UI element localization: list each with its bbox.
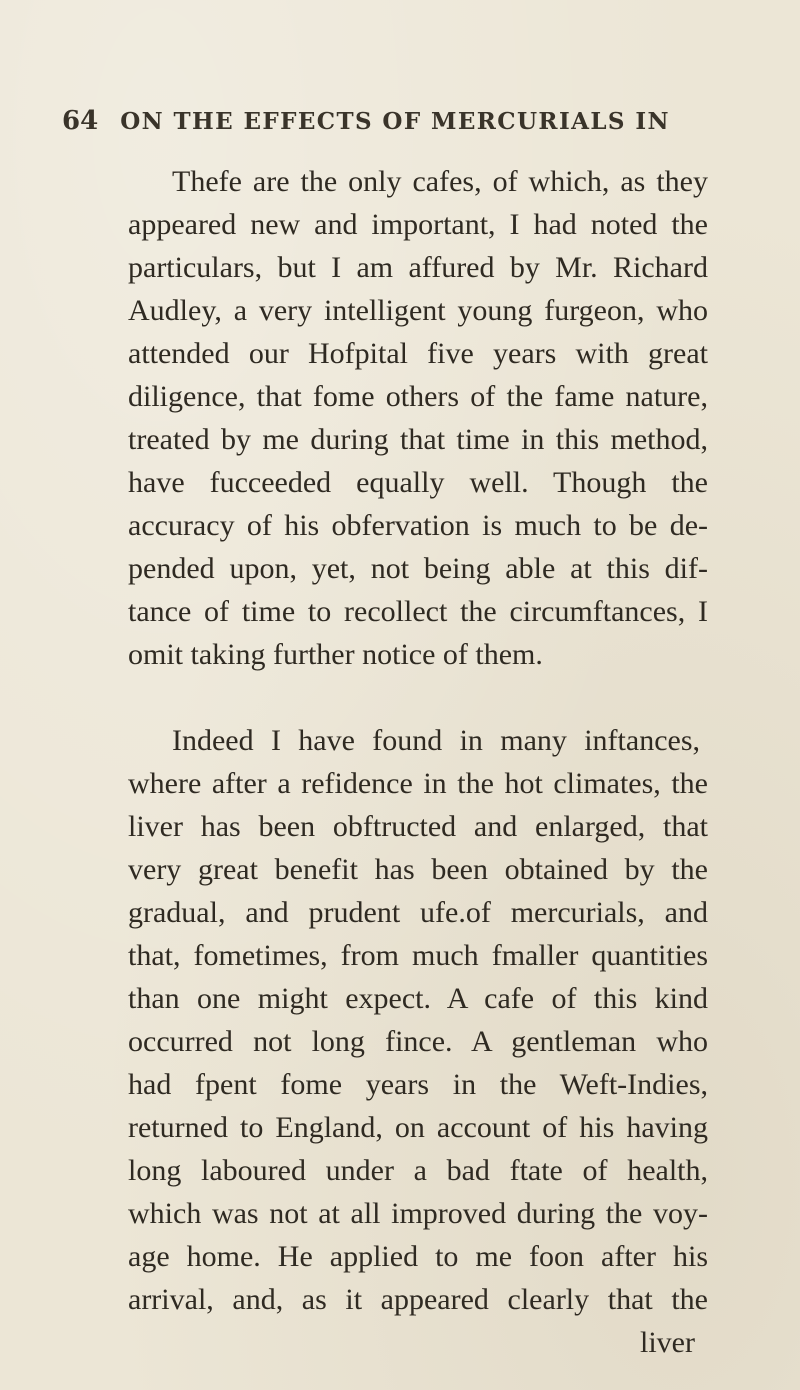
text-line: occurred not long fince. A gentleman who [128, 1025, 708, 1058]
text-line: accuracy of his obfervation is much to be de- [128, 509, 708, 542]
text-line: liver has been obftructed and enlarged, that [128, 810, 708, 843]
text-line: tance of time to recollect the circumftances, I [128, 595, 708, 628]
catchword: liver [640, 1326, 695, 1359]
text-line: Indeed I have found in many inftances, [172, 724, 700, 757]
running-title: ON THE EFFECTS OF MERCURIALS IN [120, 108, 670, 135]
text-line: had fpent fome years in the Weft-Indies, [128, 1068, 708, 1101]
text-line: gradual, and prudent ufe.of mercurials, and [128, 896, 708, 929]
text-line: Audley, a very intelligent young furgeon, who [128, 294, 708, 327]
text-line: returned to England, on account of his having [128, 1111, 708, 1144]
page-number: 64 [62, 106, 99, 136]
text-line: where after a refidence in the hot climates, the [128, 767, 708, 800]
text-line: which was not at all improved during the voy- [128, 1197, 708, 1230]
text-line: omit taking further notice of them. [128, 638, 543, 671]
running-header [62, 106, 722, 146]
text-line: age home. He applied to me foon after his [128, 1240, 708, 1273]
text-line: long laboured under a bad ftate of health, [128, 1154, 708, 1187]
text-line: that, fometimes, from much fmaller quantities [128, 939, 708, 972]
text-line: appeared new and important, I had noted the [128, 208, 708, 241]
text-line: attended our Hofpital five years with great [128, 337, 708, 370]
text-line: diligence, that fome others of the fame nature, [128, 380, 708, 413]
text-line: Thefe are the only cafes, of which, as they [172, 165, 708, 198]
text-line: particulars, but I am affured by Mr. Richard [128, 251, 708, 284]
text-line: arrival, and, as it appeared clearly that the [128, 1283, 708, 1316]
text-line: than one might expect. A cafe of this kind [128, 982, 708, 1015]
text-line: pended upon, yet, not being able at this dif- [128, 552, 708, 585]
text-line: very great benefit has been obtained by the [128, 853, 708, 886]
text-line: have fucceeded equally well. Though the [128, 466, 708, 499]
text-line: treated by me during that time in this method, [128, 423, 708, 456]
